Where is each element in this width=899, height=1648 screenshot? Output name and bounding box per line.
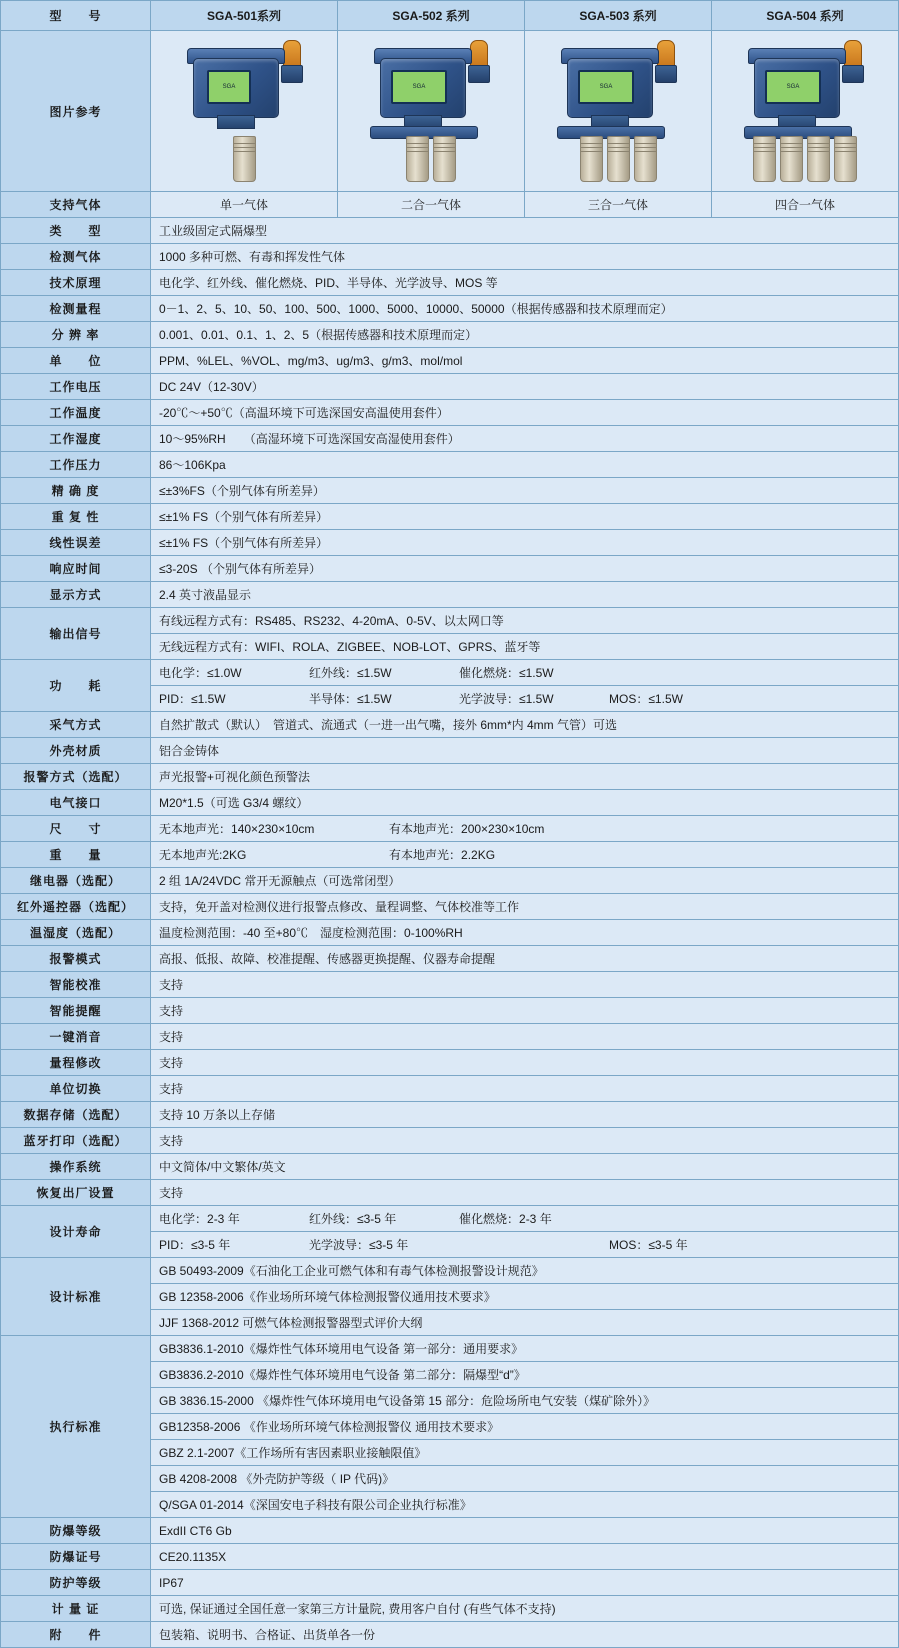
table-row-one-key-mute	[1, 1024, 899, 1050]
table-row-data-storage	[1, 1102, 899, 1128]
row-value-ir-remote: 支持，免开盖对检测仪进行报警点修改、量程调整、气体校准等工作	[151, 894, 899, 920]
alarm-lamp-icon	[283, 40, 301, 68]
product-image-504	[712, 31, 899, 192]
table-row-technology	[1, 270, 899, 296]
row-label-metrology-cert: 计 量 证	[1, 1596, 151, 1622]
table-row-detect-gas	[1, 244, 899, 270]
table-row-explosion-class	[1, 1518, 899, 1544]
table-row-size	[1, 816, 899, 842]
row-label-size: 尺 寸	[1, 816, 151, 842]
row-value-alarm-mode-option: 声光报警+可视化颜色预警法	[151, 764, 899, 790]
row-value-smart-calibration: 支持	[151, 972, 899, 998]
weight-without-audible: 无本地声光:2KG	[159, 848, 247, 862]
table-row-ir-remote	[1, 894, 899, 920]
row-label-response-time: 响应时间	[1, 556, 151, 582]
row-label-explosion-cert: 防爆证号	[1, 1544, 151, 1570]
row-value-unit: PPM、%LEL、%VOL、mg/m3、ug/m3、g/m3、mol/mol	[151, 348, 899, 374]
row-label-smart-calibration: 智能校准	[1, 972, 151, 998]
table-row-type	[1, 218, 899, 244]
table-header-row	[1, 1, 899, 31]
table-row-pressure	[1, 452, 899, 478]
device-body	[754, 58, 840, 118]
table-row-exec-standard-1	[1, 1336, 899, 1362]
table-row-humidity	[1, 426, 899, 452]
row-label-output-signal: 输出信号	[1, 608, 151, 660]
sensor-rings	[407, 143, 428, 155]
row-value-resolution: 0.001、0.01、0.1、1、2、5（根据传感器和技术原理而定）	[151, 322, 899, 348]
row-value-humidity: 10～95%RH （高湿环境下可选深国安高湿使用套件）	[151, 426, 899, 452]
row-value-accessories: 包装箱、说明书、合格证、出货单各一份	[151, 1622, 899, 1648]
row-label-data-storage: 数据存储（选配）	[1, 1102, 151, 1128]
power-infrared: 红外线：≤1.5W	[309, 666, 392, 680]
row-label-humidity: 工作湿度	[1, 426, 151, 452]
sensor-group	[533, 136, 703, 182]
table-row-alarm-mode-option	[1, 764, 899, 790]
power-pid: PID：≤1.5W	[159, 692, 226, 706]
row-label-unit: 单 位	[1, 348, 151, 374]
row-label-range-modify: 量程修改	[1, 1050, 151, 1076]
design-life-line1	[159, 1210, 892, 1227]
alarm-lamp-base	[281, 65, 303, 83]
row-label-resolution: 分 辨 率	[1, 322, 151, 348]
row-label-accuracy: 精 确 度	[1, 478, 151, 504]
exec-standard-line-2: GB3836.2-2010《爆炸性气体环境用电气设备 第二部分：隔爆型“d”》	[151, 1362, 899, 1388]
table-row-explosion-cert	[1, 1544, 899, 1570]
table-row-display	[1, 582, 899, 608]
row-label-operating-system: 操作系统	[1, 1154, 151, 1180]
row-value-range: 0－1、2、5、10、50、100、500、1000、5000、10000、50000（根据传感器和技术原理而定）	[151, 296, 899, 322]
sensor-group	[159, 136, 329, 182]
table-row-ip-rating	[1, 1570, 899, 1596]
row-value-ip-rating: IP67	[151, 1570, 899, 1596]
row-value-design-life-line2	[151, 1232, 899, 1258]
row-value-temp-humidity-option: 温度检测范围：-40 至+80℃ 湿度检测范围：0-100%RH	[151, 920, 899, 946]
table-row-sampling	[1, 712, 899, 738]
model-header-1: SGA-501系列	[151, 1, 338, 31]
power-mos: MOS：≤1.5W	[609, 692, 683, 706]
row-label-model: 型 号	[1, 1, 151, 31]
power-semiconductor: 半导体：≤1.5W	[309, 692, 392, 706]
row-label-voltage: 工作电压	[1, 374, 151, 400]
row-value-metrology-cert: 可选, 保证通过全国任意一家第三方计量院, 费用客户自付 (有些气体不支持)	[151, 1596, 899, 1622]
row-label-temperature: 工作温度	[1, 400, 151, 426]
power-line2	[159, 690, 892, 707]
device-illustration-504	[720, 36, 890, 186]
design-standard-line-1: GB 50493-2009《石油化工企业可燃气体和有毒气体检测报警设计规范》	[151, 1258, 899, 1284]
size-cols	[159, 820, 892, 837]
sensor-probe	[233, 136, 256, 182]
row-label-gas-support: 支持气体	[1, 192, 151, 218]
device-neck	[217, 115, 255, 129]
row-value-weight	[151, 842, 899, 868]
row-label-detect-gas: 检测气体	[1, 244, 151, 270]
row-value-relay: 2 组 1A/24VDC 常开无源触点（可选常闭型）	[151, 868, 899, 894]
sensor-probe	[634, 136, 657, 182]
exec-standard-line-5: GBZ 2.1-2007《工作场所有害因素职业接触限值》	[151, 1440, 899, 1466]
table-row-housing-material	[1, 738, 899, 764]
row-value-design-life-line1	[151, 1206, 899, 1232]
row-label-power: 功 耗	[1, 660, 151, 712]
exec-standard-line-3: GB 3836.15-2000 《爆炸性气体环境用电气设备第 15 部分：危险场所电气安装（煤矿除外）》	[151, 1388, 899, 1414]
row-label-alarm-mode-option: 报警方式（选配）	[1, 764, 151, 790]
row-label-image-reference: 图片参考	[1, 31, 151, 192]
row-label-sampling: 采气方式	[1, 712, 151, 738]
sensor-probe	[580, 136, 603, 182]
sensor-probe	[780, 136, 803, 182]
table-row-gas-support	[1, 192, 899, 218]
alarm-lamp-icon	[470, 40, 488, 68]
gas-support-503: 三合一气体	[525, 192, 712, 218]
sensor-rings	[434, 143, 455, 155]
weight-cols	[159, 846, 892, 863]
row-label-alarm-modes: 报警模式	[1, 946, 151, 972]
product-image-502	[338, 31, 525, 192]
row-label-exec-standard: 执行标准	[1, 1336, 151, 1518]
table-row-smart-reminder	[1, 998, 899, 1024]
sensor-probe	[753, 136, 776, 182]
row-value-output-signal-wired: 有线远程方式有：RS485、RS232、4-20mA、0-5V、以太网口等	[151, 608, 899, 634]
table-row-repeatability	[1, 504, 899, 530]
device-display: SGA	[578, 70, 634, 104]
row-value-response-time: ≤3-20S （个别气体有所差异）	[151, 556, 899, 582]
row-value-repeatability: ≤±1% FS（个别气体有所差异）	[151, 504, 899, 530]
sensor-rings	[234, 143, 255, 155]
life-pid: PID：≤3-5 年	[159, 1238, 231, 1252]
row-value-display: 2.4 英寸液晶显示	[151, 582, 899, 608]
row-value-linearity: ≤±1% FS（个别气体有所差异）	[151, 530, 899, 556]
table-row-accessories	[1, 1622, 899, 1648]
row-label-range: 检测量程	[1, 296, 151, 322]
row-value-one-key-mute: 支持	[151, 1024, 899, 1050]
design-life-line2	[159, 1236, 892, 1253]
row-label-pressure: 工作压力	[1, 452, 151, 478]
device-illustration-502	[346, 36, 516, 186]
table-row-temperature	[1, 400, 899, 426]
table-row-image-reference	[1, 31, 899, 192]
row-label-electrical-interface: 电气接口	[1, 790, 151, 816]
exec-standard-line-7: Q/SGA 01-2014《深国安电子科技有限公司企业执行标准》	[151, 1492, 899, 1518]
design-standard-line-3: JJF 1368-2012 可燃气体检测报警器型式评价大纲	[151, 1310, 899, 1336]
sensor-rings	[608, 143, 629, 155]
row-label-bluetooth-print: 蓝牙打印（选配）	[1, 1128, 151, 1154]
row-value-pressure: 86～106Kpa	[151, 452, 899, 478]
row-label-accessories: 附 件	[1, 1622, 151, 1648]
table-row-range	[1, 296, 899, 322]
design-standard-line-2: GB 12358-2006《作业场所环境气体检测报警仪通用技术要求》	[151, 1284, 899, 1310]
alarm-lamp-base	[655, 65, 677, 83]
row-label-ip-rating: 防护等级	[1, 1570, 151, 1596]
row-value-voltage: DC 24V（12-30V）	[151, 374, 899, 400]
sensor-rings	[781, 143, 802, 155]
row-value-data-storage: 支持 10 万条以上存储	[151, 1102, 899, 1128]
sensor-rings	[808, 143, 829, 155]
row-value-type: 工业级固定式隔爆型	[151, 218, 899, 244]
table-row-design-standard-1	[1, 1258, 899, 1284]
row-label-ir-remote: 红外遥控器（选配）	[1, 894, 151, 920]
gas-support-501: 单一气体	[151, 192, 338, 218]
table-row-relay	[1, 868, 899, 894]
table-row-resolution	[1, 322, 899, 348]
alarm-lamp-base	[842, 65, 864, 83]
row-value-alarm-modes: 高报、低报、故障、校准提醒、传感器更换提醒、仪器寿命提醒	[151, 946, 899, 972]
table-row-response-time	[1, 556, 899, 582]
table-row-factory-reset	[1, 1180, 899, 1206]
table-row-operating-system	[1, 1154, 899, 1180]
sensor-rings	[635, 143, 656, 155]
row-label-linearity: 线性误差	[1, 530, 151, 556]
sensor-group	[720, 136, 890, 182]
row-label-relay: 继电器（选配）	[1, 868, 151, 894]
table-row-accuracy	[1, 478, 899, 504]
exec-standard-line-1: GB3836.1-2010《爆炸性气体环境用电气设备 第一部分：通用要求》	[151, 1336, 899, 1362]
row-value-factory-reset: 支持	[151, 1180, 899, 1206]
row-value-accuracy: ≤±3%FS（个别气体有所差异）	[151, 478, 899, 504]
weight-with-audible: 有本地声光：2.2KG	[389, 848, 496, 862]
sensor-rings	[581, 143, 602, 155]
table-row-smart-calibration	[1, 972, 899, 998]
table-row-unit-switch	[1, 1076, 899, 1102]
table-row-alarm-modes	[1, 946, 899, 972]
alarm-lamp-icon	[657, 40, 675, 68]
table-row-metrology-cert	[1, 1596, 899, 1622]
table-row-temp-humidity-option	[1, 920, 899, 946]
row-label-one-key-mute: 一键消音	[1, 1024, 151, 1050]
sensor-probe	[834, 136, 857, 182]
row-label-type: 类 型	[1, 218, 151, 244]
exec-standard-line-4: GB12358-2006 《作业场所环境气体检测报警仪 通用技术要求》	[151, 1414, 899, 1440]
device-body	[380, 58, 466, 118]
exec-standard-line-6: GB 4208-2008 《外壳防护等级（ IP 代码)》	[151, 1466, 899, 1492]
table-row-weight	[1, 842, 899, 868]
product-image-503	[525, 31, 712, 192]
model-header-2: SGA-502 系列	[338, 1, 525, 31]
table-row-design-life-1	[1, 1206, 899, 1232]
power-electrochemical: 电化学：≤1.0W	[159, 666, 242, 680]
row-value-unit-switch: 支持	[151, 1076, 899, 1102]
row-value-detect-gas: 1000 多种可燃、有毒和挥发性气体	[151, 244, 899, 270]
row-value-output-signal-wireless: 无线远程方式有：WIFI、ROLA、ZIGBEE、NOB-LOT、GPRS、蓝牙等	[151, 634, 899, 660]
life-electrochemical: 电化学：2-3 年	[159, 1212, 240, 1226]
device-display: SGA	[391, 70, 447, 104]
sensor-group	[346, 136, 516, 182]
life-optical-waveguide: 光学波导：≤3-5 年	[309, 1238, 409, 1252]
power-optical-waveguide: 光学波导：≤1.5W	[459, 692, 554, 706]
sensor-probe	[807, 136, 830, 182]
device-body	[193, 58, 279, 118]
life-catalytic: 催化燃烧：2-3 年	[459, 1212, 552, 1226]
row-label-unit-switch: 单位切换	[1, 1076, 151, 1102]
device-illustration-501	[159, 36, 329, 186]
device-display: SGA	[207, 70, 251, 104]
row-label-weight: 重 量	[1, 842, 151, 868]
table-row-output-signal-1	[1, 608, 899, 634]
sensor-probe	[406, 136, 429, 182]
row-value-electrical-interface: M20*1.5（可选 G3/4 螺纹）	[151, 790, 899, 816]
model-header-3: SGA-503 系列	[525, 1, 712, 31]
table-row-electrical-interface	[1, 790, 899, 816]
row-label-housing-material: 外壳材质	[1, 738, 151, 764]
device-illustration-503	[533, 36, 703, 186]
table-row-bluetooth-print	[1, 1128, 899, 1154]
row-value-temperature: -20℃～+50℃（高温环境下可选深国安高温使用套件）	[151, 400, 899, 426]
row-value-bluetooth-print: 支持	[151, 1128, 899, 1154]
row-value-explosion-cert: CE20.1135X	[151, 1544, 899, 1570]
table-row-range-modify	[1, 1050, 899, 1076]
power-line1	[159, 664, 892, 681]
table-row-power-1	[1, 660, 899, 686]
sensor-probe	[433, 136, 456, 182]
row-value-size	[151, 816, 899, 842]
row-label-technology: 技术原理	[1, 270, 151, 296]
alarm-lamp-icon	[844, 40, 862, 68]
device-display: SGA	[765, 70, 821, 104]
table-row-linearity	[1, 530, 899, 556]
device-body	[567, 58, 653, 118]
row-label-explosion-class: 防爆等级	[1, 1518, 151, 1544]
gas-support-502: 二合一气体	[338, 192, 525, 218]
row-label-design-life: 设计寿命	[1, 1206, 151, 1258]
sensor-probe	[607, 136, 630, 182]
sensor-rings	[835, 143, 856, 155]
alarm-lamp-base	[468, 65, 490, 83]
size-with-audible: 有本地声光：200×230×10cm	[389, 822, 545, 836]
product-image-501	[151, 31, 338, 192]
row-value-power-line1	[151, 660, 899, 686]
row-label-design-standard: 设计标准	[1, 1258, 151, 1336]
table-row-voltage	[1, 374, 899, 400]
size-without-audible: 无本地声光：140×230×10cm	[159, 822, 315, 836]
row-label-factory-reset: 恢复出厂设置	[1, 1180, 151, 1206]
row-label-smart-reminder: 智能提醒	[1, 998, 151, 1024]
row-label-display: 显示方式	[1, 582, 151, 608]
row-value-smart-reminder: 支持	[151, 998, 899, 1024]
sensor-rings	[754, 143, 775, 155]
row-label-repeatability: 重 复 性	[1, 504, 151, 530]
row-value-explosion-class: ExdII CT6 Gb	[151, 1518, 899, 1544]
life-mos: MOS：≤3-5 年	[609, 1238, 688, 1252]
row-value-range-modify: 支持	[151, 1050, 899, 1076]
row-value-technology: 电化学、红外线、催化燃烧、PID、半导体、光学波导、MOS 等	[151, 270, 899, 296]
gas-support-504: 四合一气体	[712, 192, 899, 218]
row-value-operating-system: 中文简体/中文繁体/英文	[151, 1154, 899, 1180]
row-value-power-line2	[151, 686, 899, 712]
row-value-sampling: 自然扩散式（默认） 管道式、流通式（一进一出气嘴，接外 6mm*内 4mm 气管）可选	[151, 712, 899, 738]
model-header-4: SGA-504 系列	[712, 1, 899, 31]
life-infrared: 红外线：≤3-5 年	[309, 1212, 397, 1226]
power-catalytic: 催化燃烧：≤1.5W	[459, 666, 554, 680]
row-label-temp-humidity-option: 温湿度（选配）	[1, 920, 151, 946]
table-row-unit	[1, 348, 899, 374]
row-value-housing-material: 铝合金铸体	[151, 738, 899, 764]
